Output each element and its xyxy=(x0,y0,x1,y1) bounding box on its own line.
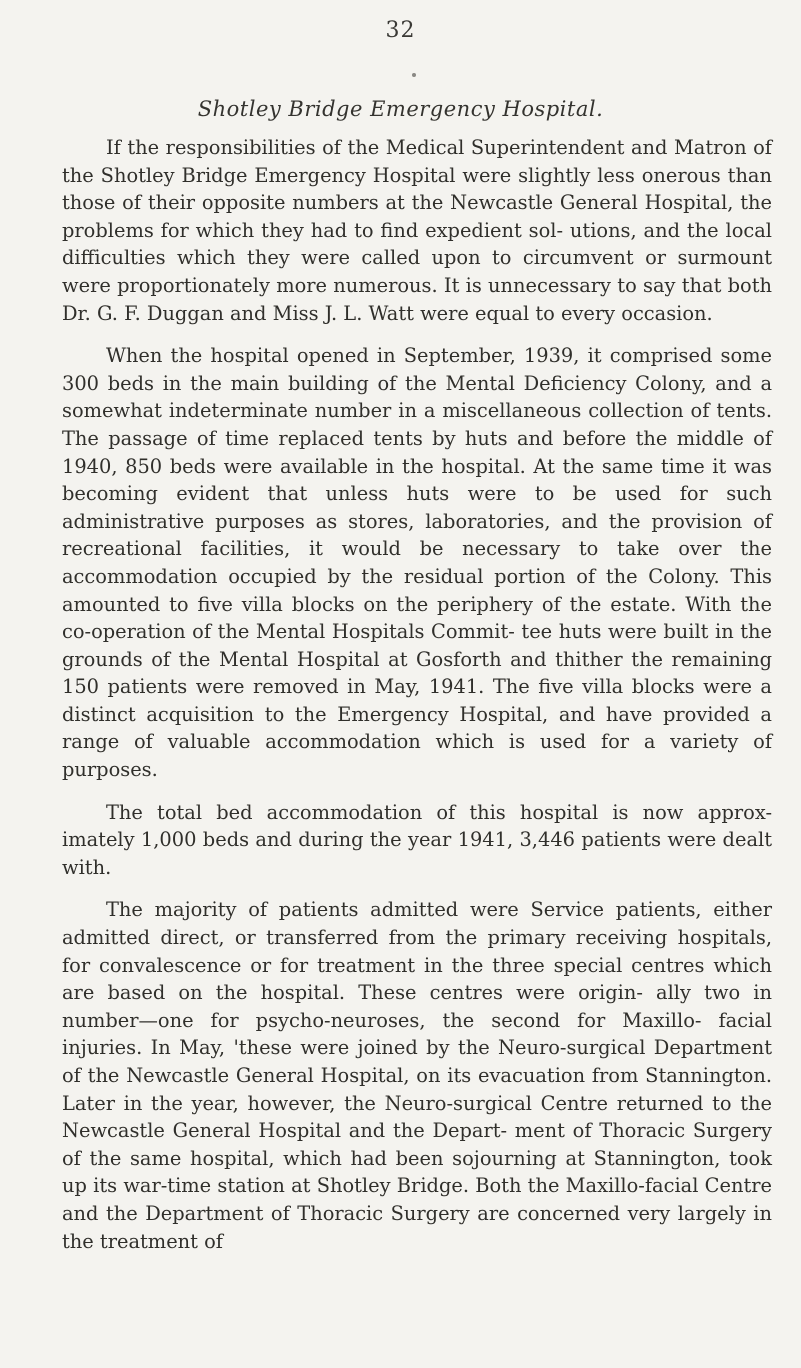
paragraph-3: The total bed accommodation of this hospital is now approx- imately 1,000 beds and during the year 1941, 3,446 patients were dealt with. xyxy=(62,800,772,879)
paragraph-1: If the responsibilities of the Medical Superintendent and Matron of the Shotley Bridge Emergency Hospital were slightly less onerous than those of their opposite numbers at the Newcastle General Hospital, the problems for which they had to find expedient sol- utions, and the local difficulties which they were called upon to circumvent or surmount were proportionately more numerous. It is unnecessary to say that both Dr. G. F. Duggan and Miss J. L. Watt were equal to every occasion. xyxy=(62,136,772,325)
body-text xyxy=(62,134,772,1255)
stray-mark xyxy=(412,73,416,77)
paragraph-2: When the hospital opened in September, 1939, it comprised some 300 beds in the main building of the Mental Deficiency Colony, and a somewhat indeterminate number in a miscellaneous collection of tents. The passage of time replaced tents by huts and before the middle of 1940, 850 beds were available in the hospital. At the same time it was becoming evident that unless huts were to be used for such administrative purposes as stores, laboratories, and the provision of recreational facilities, it would be necessary to take over the accommodation occupied by the residual portion of the Colony. This amounted to five villa blocks on the periphery of the estate. With the co-operation of the Mental Hospitals Commit- tee huts were built in the grounds of the Mental Hospital at Gosforth and thither the remaining 150 patients were removed in May, 1941. The five villa blocks were a distinct acquisition to the Emergency Hospital, and have provided a range of valuable accommodation which is used for a variety of purposes. xyxy=(62,344,772,782)
page-number: 32 xyxy=(385,18,416,43)
section-heading: Shotley Bridge Emergency Hospital. xyxy=(197,97,604,121)
paragraph-4: The majority of patients admitted were Service patients, either admitted direct, or transferred from the primary receiving hospitals, for convalescence or for treatment in the three special centres which are based on the hospital. These centres were origin- ally two in number—one for psycho-neuroses, the second for Maxillo- facial injuries. In May, 'these were joined by the Neuro-surgical Department of the Newcastle General Hospital, on its evacuation from Stannington. Later in the year, however, the Neuro-surgical Centre returned to the Newcastle General Hospital and the Depart- ment of Thoracic Surgery of the same hospital, which had been sojourning at Stannington, took up its war-time station at Shotley Bridge. Both the Maxillo-facial Centre and the Department of Thoracic Surgery are concerned very largely in the treatment of xyxy=(62,898,772,1253)
